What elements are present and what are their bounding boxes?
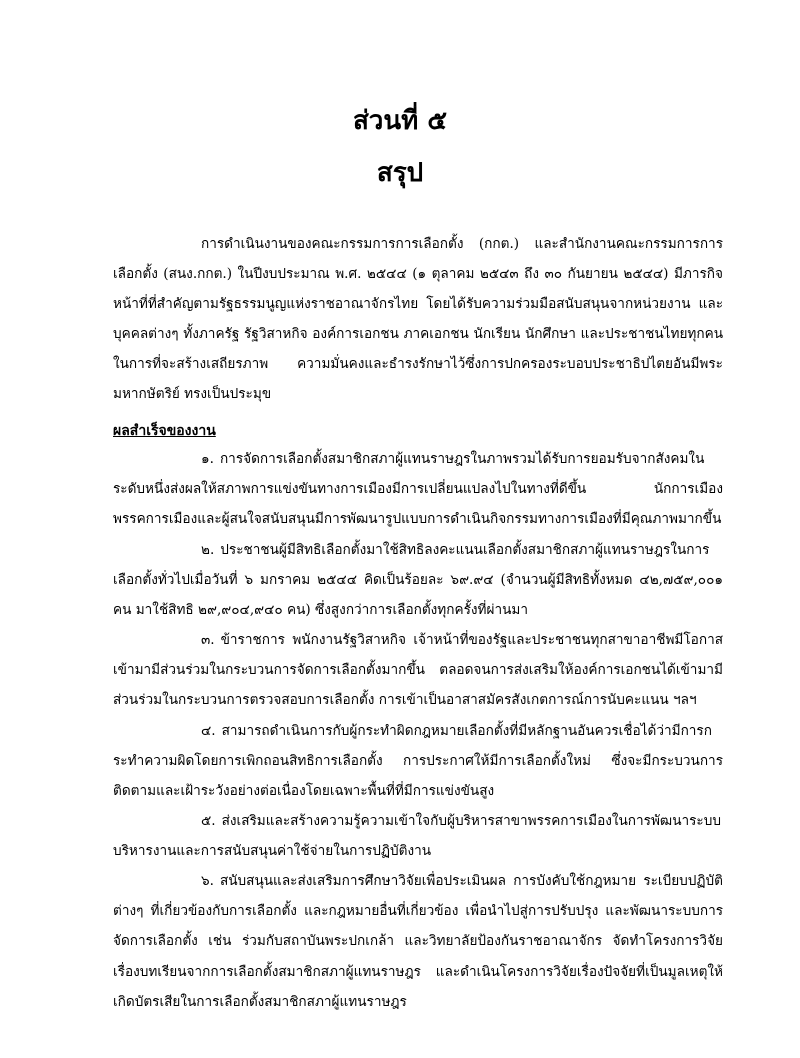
part-title: ส่วนที่ ๕ — [352, 106, 448, 136]
achievement-item-text: สนับสนุนและส่งเสริมการศึกษาวิจัยเพื่อประเมินผล การบังคับใช้กฎหมาย ระเบียบปฏิบัติต่างๆ ที่เกี่ยวข้องกับการเลือกตั้ง และกฎหมายอื่นที่เกี่ยวข้อง เพื่อนำไปสู่การปรับปรุง และพัฒนาระบบการจัดการเลือกตั้ง เช่น ร่วมกับสถาบันพระปกเกล้า และวิทยาลัยป้องกันราชอาณาจักร จัดทำโครงการวิจัยเรื่องบทเรียนจากการเลือกตั้งสมาชิกสภาผู้แทนราษฎร และดำเนินโครงการวิจัยเรื่องปัจจัยที่เป็นมูลเหตุให้เกิดบัตรเสียในการเลือกตั้งสมาชิกสภาผู้แทนราษฎร — [113, 873, 723, 1010]
achievement-item-1 — [113, 444, 723, 535]
achievement-item-text: การจัดการเลือกตั้งสมาชิกสภาผู้แทนราษฎรในภาพรวมได้รับการยอมรับจากสังคมในระดับหนึ่งส่งผลให้สภาพการแข่งขันทางการเมืองมีการเปลี่ยนแปลงไปในทางที่ดีขึ้น นักการเมือง พรรคการเมืองและผู้สนใจสนับสนุนมีการพัฒนารูปแบบการดำเนินกิจกรรมทางการเมืองที่มีคุณภาพมากขึ้น — [113, 451, 723, 528]
achievement-item-number: ๒. — [201, 542, 215, 558]
achievement-item-2 — [113, 535, 723, 626]
achievement-item-number: ๕. — [201, 813, 216, 829]
achievement-item-text: ข้าราชการ พนักงานรัฐวิสาหกิจ เจ้าหน้าที่ของรัฐและประชาชนทุกสาขาอาชีพมีโอกาสเข้ามามีส่วนร่วมในกระบวนการจัดการเลือกตั้งมากขึ้น ตลอดจนการส่งเสริมให้องค์การเอกชนได้เข้ามามีส่วนร่วมในกระบวนการตรวจสอบการเลือกตั้ง การเข้าเป็นอาสาสมัครสังเกตการณ์การนับคะแนน ฯลฯ — [113, 632, 723, 709]
achievement-item-number: ๑. — [201, 451, 214, 467]
achievement-item-5 — [113, 806, 723, 866]
achievement-item-number: ๓. — [201, 632, 215, 648]
achievement-item-4 — [113, 716, 723, 807]
achievement-item-text: สามารถดำเนินการกับผู้กระทำผิดกฎหมายเลือกตั้งที่มีหลักฐานอันควรเชื่อได้ว่ามีการกระทำความผิดโดยการเพิกถอนสิทธิการเลือกตั้ง การประกาศให้มีการเลือกตั้งใหม่ ซึ่งจะมีกระบวนการติดตามและเฝ้าระวังอย่างต่อเนื่องโดยเฉพาะพื้นที่ที่มีการแข่งขันสูง — [113, 723, 723, 800]
achievement-item-text: ประชาชนผู้มีสิทธิเลือกตั้งมาใช้สิทธิลงคะแนนเลือกตั้งสมาชิกสภาผู้แทนราษฎรในการเลือกตั้งทั่วไปเมื่อวันที่ ๖ มกราคม ๒๕๔๔ คิดเป็นร้อยละ ๖๙.๙๔ (จำนวนผู้มีสิทธิทั้งหมด ๔๒,๗๕๙,๐๐๑ คน มาใช้สิทธิ ๒๙,๙๐๔,๙๔๐ คน) ซึ่งสูงกว่าการเลือกตั้งทุกครั้งที่ผ่านมา — [113, 542, 723, 619]
achievement-item-6 — [113, 866, 723, 1017]
intro-paragraph: การดำเนินงานของคณะกรรมการการเลือกตั้ง (กกต.) และสำนักงานคณะกรรมการการเลือกตั้ง (สนง.กกต.) ในปีงบประมาณ พ.ศ. ๒๕๔๔ (๑ ตุลาคม ๒๕๔๓ ถึง ๓๐ กันยายน ๒๕๔๔) มีภารกิจหน้าที่ที่สำคัญตามรัฐธรรมนูญแห่งราชอาณาจักรไทย โดยได้รับความร่วมมือสนับสนุนจากหน่วยงาน และบุคคลต่างๆ ทั้งภาครัฐ รัฐวิสาหกิจ องค์การเอกชน ภาคเอกชน นักเรียน นักศึกษา และประชาชนไทยทุกคน ในการที่จะสร้างเสถียรภาพ ความมั่นคงและธำรงรักษาไว้ซึ่งการปกครองระบอบประชาธิปไตยอันมีพระมหากษัตริย์ ทรงเป็นประมุข — [113, 236, 723, 402]
achievement-item-number: ๔. — [201, 723, 216, 739]
achievement-item-number: ๖. — [201, 873, 214, 889]
achievement-item-text: ส่งเสริมและสร้างความรู้ความเข้าใจกับผู้บริหารสาขาพรรคการเมืองในการพัฒนาระบบบริหารงานและการสนับสนุนค่าใช้จ่ายในการปฏิบัติงาน — [113, 813, 721, 860]
section-subtitle: สรุป — [376, 158, 424, 188]
achievements-heading: ผลสำเร็จของงาน — [113, 423, 216, 439]
achievement-item-3 — [113, 625, 723, 716]
